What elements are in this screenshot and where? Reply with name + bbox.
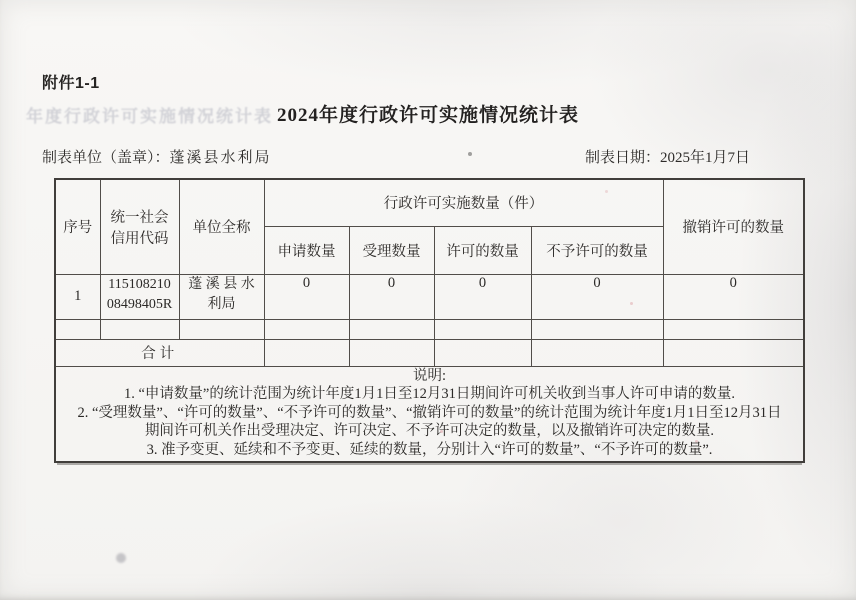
date-label: 制表日期： — [585, 150, 661, 166]
header-licensed: 许可的数量 — [434, 226, 531, 274]
cell-credit-code-line1: 115108210 — [108, 276, 171, 292]
total-revoked-empty — [663, 339, 804, 366]
header-group-implementation: 行政许可实施数量（件） — [264, 179, 663, 226]
total-label: 合计 — [55, 339, 264, 366]
header-credit-code — [100, 179, 179, 274]
header-applied: 申请数量 — [264, 226, 349, 274]
header-accepted: 受理数量 — [349, 226, 434, 274]
scan-speck — [468, 152, 472, 156]
empty-cell — [55, 319, 100, 339]
header-seq: 序号 — [55, 179, 100, 274]
note-1: 1. “申请数量”的统计范围为统计年度1月1日至12月31日期间许可机关收到当事人许可申请的数量. — [124, 386, 735, 403]
header-not-licensed: 不予许可的数量 — [531, 226, 663, 274]
cell-unit-name-line1: 蓬 溪 县 水 — [188, 276, 255, 292]
empty-cell — [434, 319, 531, 339]
cell-accepted: 0 — [349, 274, 434, 319]
total-row — [55, 339, 804, 366]
empty-cell — [179, 319, 264, 339]
cell-revoked: 0 — [663, 274, 804, 319]
notes-row — [55, 366, 804, 462]
total-licensed-empty — [434, 339, 531, 366]
date-line — [585, 146, 750, 167]
header-credit-code-line1: 统一社会 — [110, 209, 169, 226]
prepared-by-value: 蓬溪县水利局 — [169, 150, 272, 166]
statistics-table — [54, 178, 805, 463]
note-2: 2. “受理数量”、“许可的数量”、“不予许可的数量”、“撤销许可的数量”的统计范围为统计年度1月1日至12月31日 — [77, 404, 782, 421]
note-2-continued: 期间许可机关作出受理决定、许可决定、不予许可决定的数量，以及撤销许可决定的数量. — [144, 423, 715, 440]
empty-cell — [531, 319, 663, 339]
cell-credit-code-line2: 08498405R — [106, 296, 173, 312]
cell-unit-name-line2: 利局 — [207, 296, 236, 312]
cell-licensed: 0 — [434, 274, 531, 319]
header-unit-name: 单位全称 — [179, 179, 264, 274]
cell-applied: 0 — [264, 274, 349, 319]
note-3: 3. 准予变更、延续和不予变更、延续的数量，分别计入“许可的数量”、“不予许可的数量”. — [146, 441, 713, 458]
empty-cell — [349, 319, 434, 339]
total-applied-empty — [264, 339, 349, 366]
document-title: 2024年度行政许可实施情况统计表 — [276, 105, 579, 126]
empty-row — [55, 319, 804, 339]
notes-heading: 说明: — [412, 367, 447, 384]
empty-cell — [100, 319, 179, 339]
cell-not-licensed: 0 — [531, 274, 663, 319]
header-credit-code-line2: 信用代码 — [110, 230, 169, 247]
empty-cell — [264, 319, 349, 339]
empty-cell — [663, 319, 804, 339]
date-value: 2025年1月7日 — [660, 150, 751, 166]
cell-unit-name — [179, 274, 264, 319]
notes-cell — [55, 366, 804, 462]
table-row — [55, 274, 804, 319]
attachment-label: 附件1-1 — [42, 75, 100, 92]
prepared-by-line — [42, 146, 272, 167]
cell-seq: 1 — [55, 274, 100, 319]
bleed-through-text: 年度行政许可实施情况统计表 — [26, 107, 273, 126]
header-revoked: 撤销许可的数量 — [663, 179, 804, 274]
prepared-by-label: 制表单位（盖章）： — [42, 150, 170, 166]
cell-credit-code — [100, 274, 179, 319]
total-not-licensed-empty — [531, 339, 663, 366]
total-accepted-empty — [349, 339, 434, 366]
scan-smudge — [116, 553, 126, 563]
